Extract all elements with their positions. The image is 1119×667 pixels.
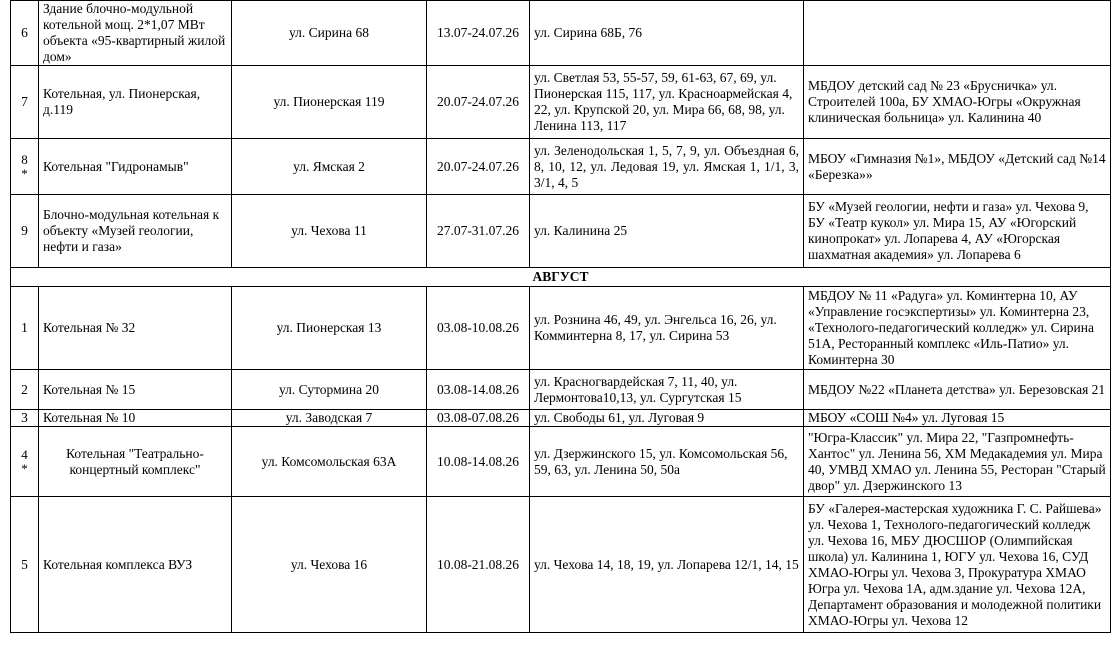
row-number (11, 139, 39, 195)
shutdown-period: 20.07-24.07.26 (427, 139, 530, 195)
boiler-name: Котельная № 32 (39, 287, 232, 370)
table-row (11, 370, 1111, 410)
shutdown-period: 03.08-10.08.26 (427, 287, 530, 370)
boiler-address: ул. Сутормина 20 (232, 370, 427, 410)
shutdown-period: 13.07-24.07.26 (427, 1, 530, 66)
boiler-address: ул. Комсомольская 63А (232, 427, 427, 497)
shutdown-period: 10.08-21.08.26 (427, 497, 530, 633)
shutdown-period: 20.07-24.07.26 (427, 66, 530, 139)
affected-streets: ул. Калинина 25 (530, 195, 804, 268)
affected-streets: ул. Сирина 68Б, 76 (530, 1, 804, 66)
row-number: 7 (11, 66, 39, 139)
affected-objects: МБДОУ №22 «Планета детства» ул. Березовская 21 (804, 370, 1111, 410)
boiler-name: Котельная "Театрально-концертный комплекс" (39, 427, 232, 497)
table-row (11, 139, 1111, 195)
affected-objects: МБОУ «СОШ №4» ул. Луговая 15 (804, 410, 1111, 427)
affected-streets: ул. Зеленодольская 1, 5, 7, 9, ул. Объездная 6, 8, 10, 12, ул. Ледовая 19, ул. Ямская 1, 1/1, 3, 3/1, 4, 5 (530, 139, 804, 195)
shutdown-period: 03.08-14.08.26 (427, 370, 530, 410)
table-row (11, 1, 1111, 66)
table-row (11, 497, 1111, 633)
affected-objects: МБДОУ № 11 «Радуга» ул. Коминтерна 10, АУ «Управление госэкспертизы» ул. Коминтерна 23, «Технолого-педагогический колледж» ул. Сирина 51А, Ресторанный комплекс «Иль-Патио» ул. Коминтерна 30 (804, 287, 1111, 370)
boiler-name: Блочно-модульная котельная к объекту «Музей геологии, нефти и газа» (39, 195, 232, 268)
affected-objects: "Югра-Классик" ул. Мира 22, "Газпромнефть-Хантос" ул. Ленина 56, ХМ Медакадемия ул. Мира 40, УМВД ХМАО ул. Ленина 55, Ресторан "Старый двор" ул. Дзержинского 13 (804, 427, 1111, 497)
affected-objects: МБДОУ детский сад № 23 «Брусничка» ул. Строителей 100а, БУ ХМАО-Югры «Окружная клиническая больница» ул. Калинина 40 (804, 66, 1111, 139)
boiler-name: Котельная комплекса ВУЗ (39, 497, 232, 633)
month-label: АВГУСТ (11, 268, 1111, 287)
affected-objects: БУ «Галерея-мастерская художника Г. С. Райшева» ул. Чехова 1, Технолого-педагогический колледж ул. Чехова 16, МБУ ДЮСШОР (Олимпийская школа) ул. Калинина 1, ЮГУ ул. Чехова 16, СУД ХМАО-Югры ул. Чехова 3, Прокуратура ХМАО Югра ул. Чехова 1А, адм.здание ул. Чехова 12А, Департамент образования и молодежной политики ХМАО-Югры ул. Чехова 12 (804, 497, 1111, 633)
heating-shutdown-schedule-table (10, 0, 1111, 633)
table-row (11, 427, 1111, 497)
boiler-name: Котельная № 10 (39, 410, 232, 427)
row-number: 9 (11, 195, 39, 268)
affected-streets: ул. Свободы 61, ул. Луговая 9 (530, 410, 804, 427)
boiler-name: Котельная "Гидронамыв" (39, 139, 232, 195)
shutdown-period: 27.07-31.07.26 (427, 195, 530, 268)
row-number-text: 4 * (21, 446, 28, 476)
affected-objects: МБОУ «Гимназия №1», МБДОУ «Детский сад №14 «Березка»» (804, 139, 1111, 195)
row-number: 1 (11, 287, 39, 370)
boiler-name: Котельная № 15 (39, 370, 232, 410)
boiler-name: Котельная, ул. Пионерская, д.119 (39, 66, 232, 139)
boiler-address: ул. Чехова 11 (232, 195, 427, 268)
boiler-address: ул. Пионерская 13 (232, 287, 427, 370)
affected-streets: ул. Светлая 53, 55-57, 59, 61-63, 67, 69, ул. Пионерская 115, 117, ул. Красноармейская 4, 22, ул. Крупской 20, ул. Мира 66, 68, 98, ул. Ленина 113, 117 (530, 66, 804, 139)
affected-streets: ул. Чехова 14, 18, 19, ул. Лопарева 12/1, 14, 15 (530, 497, 804, 633)
table-row (11, 287, 1111, 370)
month-header-row (11, 268, 1111, 287)
affected-streets: ул. Дзержинского 15, ул. Комсомольская 56, 59, 63, ул. Ленина 50, 50а (530, 427, 804, 497)
boiler-address: ул. Сирина 68 (232, 1, 427, 66)
boiler-address: ул. Ямская 2 (232, 139, 427, 195)
table-row (11, 410, 1111, 427)
row-number: 6 (11, 1, 39, 66)
table-row (11, 66, 1111, 139)
row-number: 2 (11, 370, 39, 410)
boiler-address: ул. Заводская 7 (232, 410, 427, 427)
row-number-text: 8 * (21, 151, 28, 181)
boiler-address: ул. Чехова 16 (232, 497, 427, 633)
affected-streets: ул. Красногвардейская 7, 11, 40, ул. Лермонтова10,13, ул. Сургутская 15 (530, 370, 804, 410)
table-row (11, 195, 1111, 268)
boiler-name: Здание блочно-модульной котельной мощ. 2*1,07 МВт объекта «95-квартирный жилой дом» (39, 1, 232, 66)
affected-objects (804, 1, 1111, 66)
row-number: 5 (11, 497, 39, 633)
row-number (11, 427, 39, 497)
affected-streets: ул. Рознина 46, 49, ул. Энгельса 16, 26, ул. Комминтерна 8, 17, ул. Сирина 53 (530, 287, 804, 370)
shutdown-period: 03.08-07.08.26 (427, 410, 530, 427)
shutdown-period: 10.08-14.08.26 (427, 427, 530, 497)
boiler-address: ул. Пионерская 119 (232, 66, 427, 139)
affected-objects: БУ «Музей геологии, нефти и газа» ул. Чехова 9, БУ «Театр кукол» ул. Мира 15, АУ «Югорский кинопрокат» ул. Лопарева 4, АУ «Югорская шахматная академия» ул. Лопарева 6 (804, 195, 1111, 268)
row-number: 3 (11, 410, 39, 427)
